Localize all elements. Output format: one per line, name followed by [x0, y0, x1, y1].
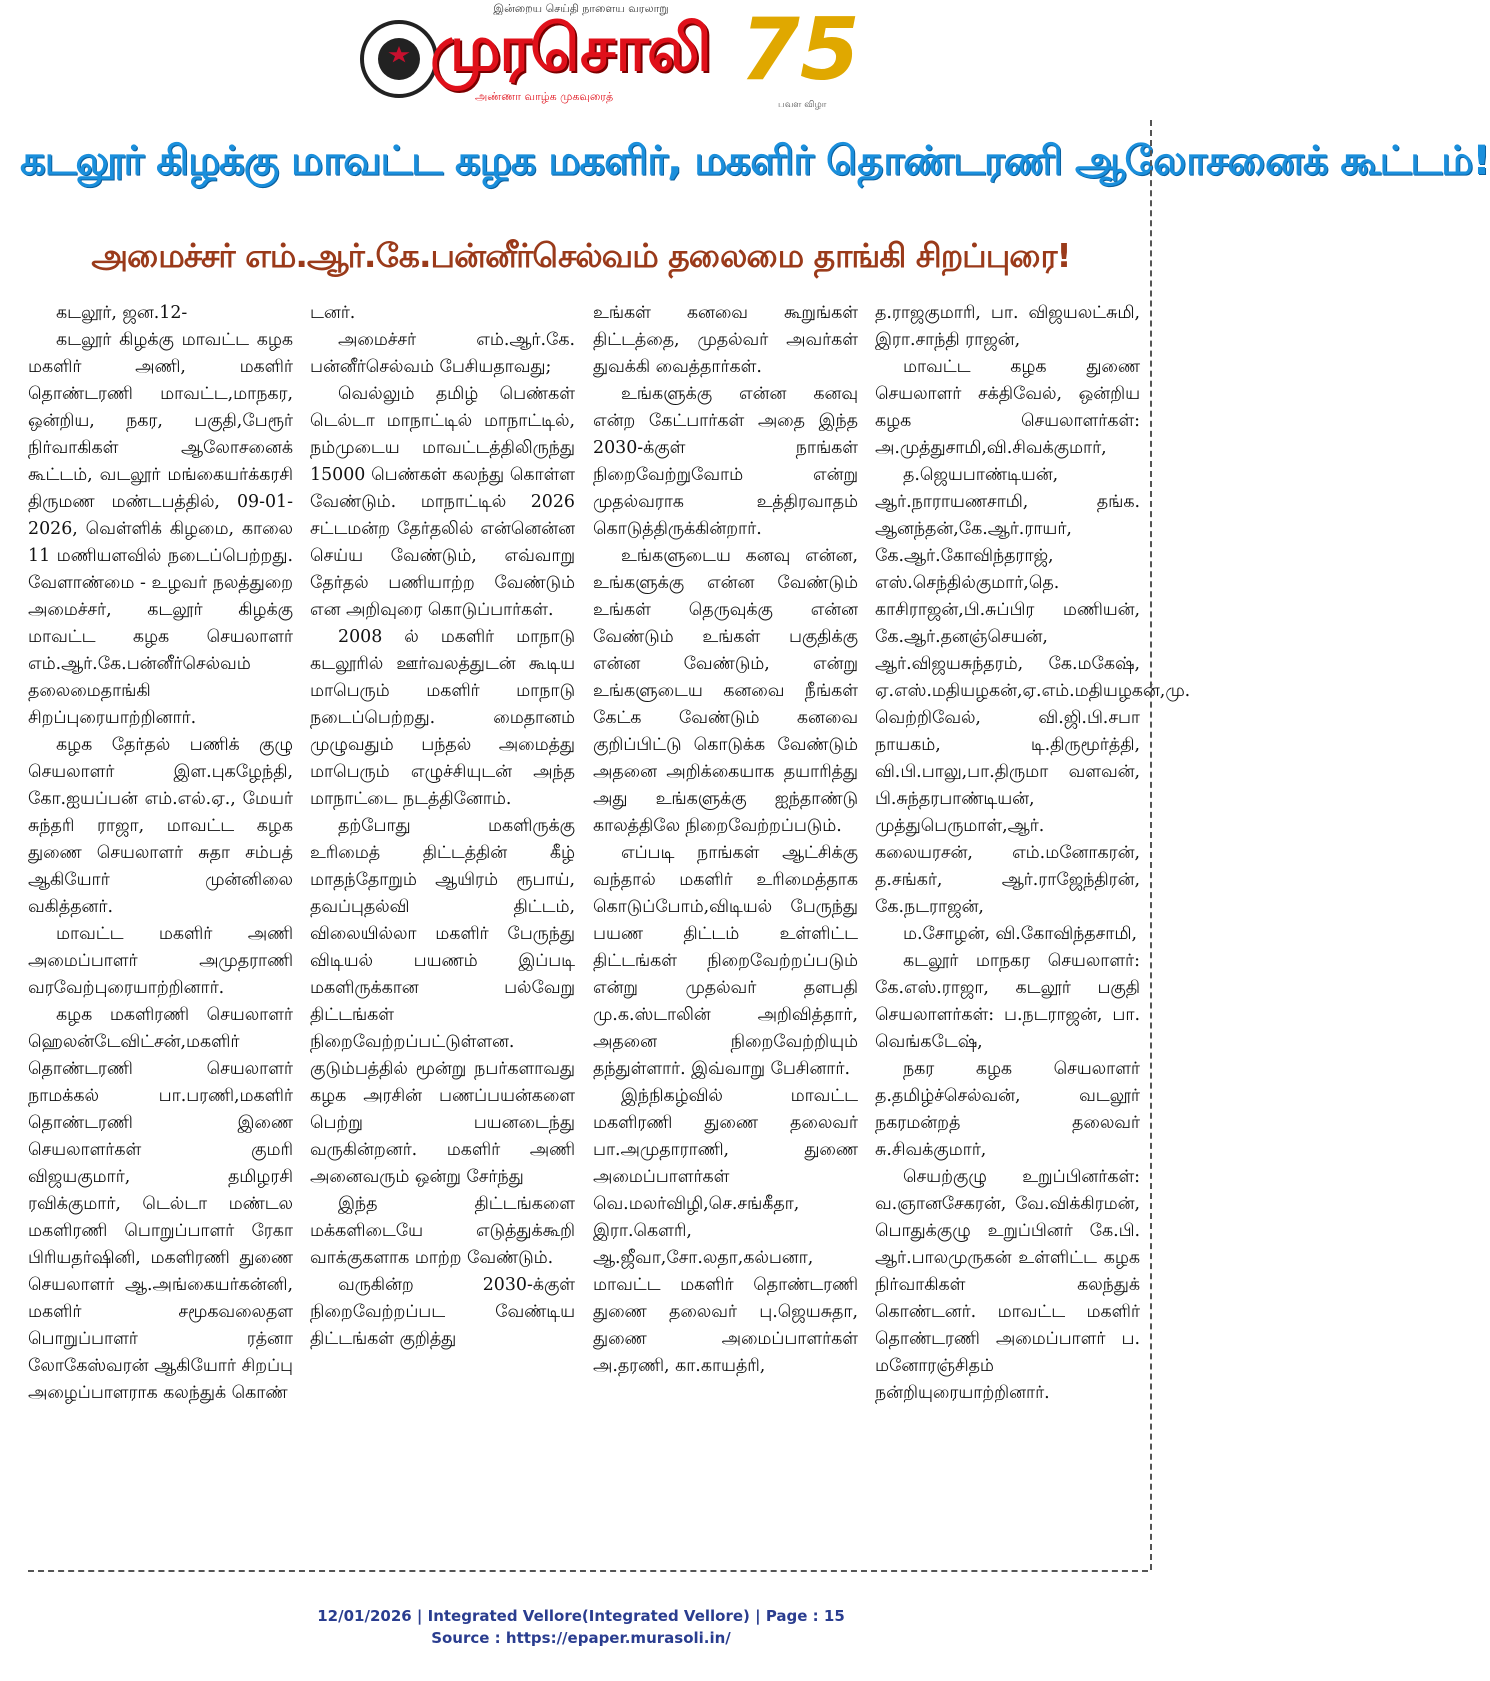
paragraph: வெல்லும் தமிழ் பெண்கள் டெல்டா மாநாட்டில் மாநாட்டில், நம்முடைய மாவட்டத்திலிருந்து 15000 பெண்கள் கலந்து கொள்ள வேண்டும். மாநாட்டில் 2026 சட்டமன்ற தேர்தலில் என்னென்ன செய்ய வேண்டும், எவ்வாறு தேர்தல் பணியாற்ற வேண்டும் என அறிவுரை கொடுப்பார்கள்.	[310, 384, 575, 620]
party-emblem-icon	[360, 20, 438, 98]
emblem-inner	[378, 38, 420, 80]
paragraph: எப்படி நாங்கள் ஆட்சிக்கு வந்தால் மகளிர் உரிமைத்தாக கொடுப்போம்,விடியல் பேருந்து பயண திட்டம் உள்ளிட்ட திட்டங்கள் நிறைவேற்றப்படும் என்று முதல்வர் தளபதி மு.க.ஸ்டாலின் அறிவித்தார், அதனை நிறைவேற்றியும் தந்துள்ளார். இவ்வாறு பேசினார்.	[593, 843, 858, 1079]
paragraph: செயற்குழு உறுப்பினர்கள்: வ.ஞானசேகரன், வே.விக்கிரமன், பொதுக்குழு உறுப்பினர் கே.பி. ஆர்.பாலமுருகன் உள்ளிட்ட கழக நிர்வாகிகள் கலந்துக் கொண்டனர். மாவட்ட மகளிர் தொண்டரணி அமைப்பாளர் ப. மனோரஞ்சிதம் நன்றியுரையாற்றினார்.	[875, 1167, 1140, 1403]
footer-edition-info: 12/01/2026 | Integrated Vellore(Integrated Vellore) | Page : 15	[317, 1607, 845, 1625]
paragraph: மாவட்ட கழக துணை செயலாளர் சக்திவேல், ஒன்றிய கழக செயலாளர்கள்: அ.முத்துசாமி,வி.சிவக்குமார்,	[875, 357, 1140, 458]
anniversary-badge: 75	[740, 0, 860, 100]
paragraph: த.ராஜகுமாரி, பா. விஜயலட்சுமி, இரா.சாந்தி ராஜன்,	[875, 303, 1140, 350]
paragraph: 2008 ல் மகளிர் மாநாடு கடலூரில் ஊர்வலத்துடன் கூடிய மாபெரும் மகளிர் மாநாடு நடைப்பெற்றது. மைதானம் முழுவதும் பந்தல் அமைத்து மாபெரும் எழுச்சியுடன் அந்த மாநாட்டை நடத்தினோம்.	[310, 627, 575, 809]
clipping-border-right	[1150, 120, 1152, 1570]
article-headline: கடலூர் கிழக்கு மாவட்ட கழக மகளிர், மகளிர் தொண்டரணி ஆலோசனைக் கூட்டம்!	[20, 138, 1490, 184]
paragraph: கழக தேர்தல் பணிக் குழு செயலாளர் இள.புகழேந்தி, கோ.ஐயப்பன் எம்.எல்.ஏ., மேயர் சுந்தரி ராஜா, மாவட்ட கழக துணை செயலாளர் சுதா சம்பத் ஆகியோர் முன்னிலை வகித்தனர்.	[28, 735, 293, 917]
article-column-4	[875, 300, 1191, 1407]
article-subheadline: அமைச்சர் எம்.ஆர்.கே.பன்னீர்செல்வம் தலைமை தாங்கி சிறப்புரை!	[91, 236, 1071, 275]
paragraph: ம.சோழன், வி.கோவிந்தசாமி,	[903, 924, 1138, 944]
dateline: கடலூர், ஜன.12-	[56, 303, 188, 323]
paragraph: மாவட்ட மகளிர் அணி அமைப்பாளர் அமுதராணி வரவேற்புரையாற்றினார்.	[28, 924, 293, 998]
newspaper-logo: முரசொலி	[430, 12, 710, 86]
paragraph: அமைச்சர் எம்.ஆர்.கே. பன்னீர்செல்வம் பேசியதாவது;	[310, 330, 575, 377]
article-column-2	[310, 300, 575, 1353]
paragraph: கடலூர் கிழக்கு மாவட்ட கழக மகளிர் அணி, மகளிர் தொண்டரணி மாவட்ட,மாநகர, ஒன்றிய, நகர, பகுதி,பேரூர் நிர்வாகிகள் ஆலோசனைக் கூட்டம், வடலூர் மங்கையர்க்கரசி திருமண மண்டபத்தில், 09-01-2026, வெள்ளிக் கிழமை, காலை 11 மணியளவில் நடைப்பெற்றது. வேளாண்மை - உழவர் நலத்துறை அமைச்சர், கடலூர் கிழக்கு மாவட்ட கழக செயலாளர் எம்.ஆர்.கே.பன்னீர்செல்வம் தலைமைதாங்கி சிறப்புரையாற்றினார்.	[28, 330, 293, 728]
anniversary-subtext: பவள விழா	[778, 100, 827, 110]
paragraph: இந்த திட்டங்களை மக்களிடையே எடுத்துக்கூறி வாக்குகளாக மாற்ற வேண்டும்.	[310, 1194, 575, 1268]
paragraph: டனர்.	[310, 303, 356, 323]
paragraph: கடலூர் மாநகர செயலாளர்: கே.எஸ்.ராஜா, கடலூர் பகுதி செயலாளர்கள்: ப.நடராஜன், பா. வெங்கடேஷ்,	[875, 951, 1140, 1052]
page-footer	[0, 1605, 1162, 1649]
logo-subtext: அண்ணா வாழ்க முகவுரைத்	[475, 90, 614, 103]
footer-source-link[interactable]: Source : https://epaper.murasoli.in/	[431, 1629, 731, 1647]
clipping-border-bottom	[28, 1570, 1148, 1572]
paragraph: தற்போது மகளிருக்கு உரிமைத் திட்டத்தின் கீழ் மாதந்தோறும் ஆயிரம் ரூபாய், தவப்புதல்வி திட்டம், விலையில்லா மகளிர் பேருந்து விடியல் பயணம் இப்படி மகளிருக்கான பல்வேறு திட்டங்கள் நிறைவேற்றப்பட்டுள்ளன. குடும்பத்தில் மூன்று நபர்களாவது கழக அரசின் பணப்பயன்களை பெற்று பயனடைந்து வருகின்றனர். மகளிர் அணி அனைவரும் ஒன்று சேர்ந்து	[310, 816, 575, 1187]
masthead-tagline: இன்றைய செய்தி நாளைய வரலாறு	[493, 2, 669, 15]
masthead	[0, 0, 1162, 120]
paragraph: உங்களுக்கு என்ன கனவு என்ற கேட்பார்கள் அதை இந்த 2030-க்குள் நாங்கள் நிறைவேற்றுவோம் என்று முதல்வராக உத்திரவாதம் கொடுத்திருக்கின்றார்.	[593, 384, 858, 539]
paragraph: த.ஜெயபாண்டியன், ஆர்.நாராயணசாமி, தங்க. ஆனந்தன்,கே.ஆர்.ராயர், கே.ஆர்.கோவிந்தராஜ், எஸ்.செந்தில்குமார்,தெ. காசிராஜன்,பி.சுப்பிர மணியன், கே.ஆர்.தனஞ்செயன், ஆர்.விஜயசுந்தரம், கே.மகேஷ், ஏ.எஸ்.மதியழகன்,ஏ.எம்.மதியழகன்,மு. வெற்றிவேல், வி.ஜி.பி.சபா நாயகம், டி.திருமூர்த்தி, வி.பி.பாலு,பா.திருமா வளவன், பி.சுந்தரபாண்டியன், முத்துபெருமாள்,ஆர். கலையரசன், எம்.மனோகரன், த.சங்கர், ஆர்.ராஜேந்திரன், கே.நடராஜன்,	[875, 465, 1191, 917]
paragraph: இந்நிகழ்வில் மாவட்ட மகளிரணி துணை தலைவர் பா.அமுதாராணி, துணை அமைப்பாளர்கள் வெ.மலர்விழி,செ.சங்கீதா, இரா.கௌரி, ஆ.ஜீவா,சோ.லதா,கல்பனா, மாவட்ட மகளிர் தொண்டரணி துணை தலைவர் பு.ஜெயசுதா, துணை அமைப்பாளர்கள் அ.தரணி, கா.காயத்ரி,	[593, 1086, 858, 1376]
paragraph: கழக மகளிரணி செயலாளர் ஹெலன்டேவிட்சன்,மகளிர் தொண்டரணி செயலாளர் நாமக்கல் பா.பரணி,மகளிர் தொண்டரணி இணை செயலாளர்கள் குமரி விஜயகுமார், தமிழரசி ரவிக்குமார், டெல்டா மண்டல மகளிரணி பொறுப்பாளர் ரேகா பிரியதர்ஷினி, மகளிரணி துணை செயலாளர் ஆ.அங்கையர்கன்னி, மகளிர் சமூகவலைதள பொறுப்பாளர் ரத்னா லோகேஸ்வரன் ஆகியோர் சிறப்பு அழைப்பாளராக கலந்துக் கொண்	[28, 1005, 293, 1403]
article-column-3	[593, 300, 858, 1380]
paragraph: வருகின்ற 2030-க்குள் நிறைவேற்றப்பட வேண்டிய திட்டங்கள் குறித்து	[310, 1275, 575, 1349]
paragraph: நகர கழக செயலாளர் த.தமிழ்ச்செல்வன், வடலூர் நகரமன்றத் தலைவர் சு.சிவக்குமார்,	[875, 1059, 1140, 1160]
paragraph: உங்கள் கனவை கூறுங்கள் திட்டத்தை, முதல்வர் அவர்கள் துவக்கி வைத்தார்கள்.	[593, 303, 858, 377]
paragraph: உங்களுடைய கனவு என்ன, உங்களுக்கு என்ன வேண்டும் உங்கள் தெருவுக்கு என்ன வேண்டும் உங்கள் பகுதிக்கு என்ன வேண்டும், என்று உங்களுடைய கனவை நீங்கள் கேட்க வேண்டும் கனவை குறிப்பிட்டு கொடுக்க வேண்டும் அதனை அறிக்கையாக தயாரித்து அது உங்களுக்கு ஐந்தாண்டு காலத்திலே நிறைவேற்றப்படும்.	[593, 546, 858, 836]
article-column-1	[28, 300, 293, 1407]
